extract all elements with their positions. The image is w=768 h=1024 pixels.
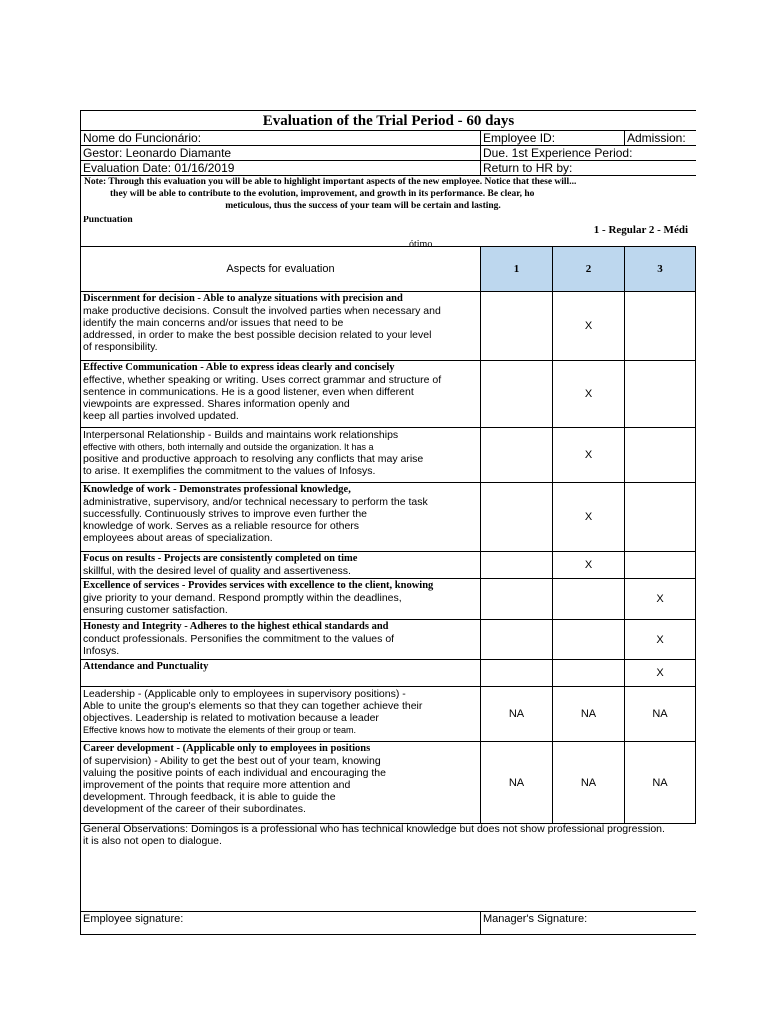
aspect-description-line: valuing the positive points of each individual and encouraging the bbox=[83, 767, 386, 779]
score-cell-3 bbox=[624, 428, 696, 483]
aspect-description-line: knowledge of work. Serves as a reliable resource for others bbox=[83, 520, 360, 532]
score-cell-3: X bbox=[624, 660, 696, 687]
note-line-1: Note: Through this evaluation you will be able to highlight important aspects of the new employee. Notice that these will... bbox=[84, 177, 577, 187]
aspect-description-line: identify the main concerns and/or issues that need to be bbox=[83, 317, 344, 329]
aspect-description-line: sentence in communications. He is a good listener, even when different bbox=[83, 386, 414, 398]
score-cell-2: X bbox=[552, 552, 624, 579]
score-cell-3 bbox=[624, 361, 696, 428]
score-cell-1 bbox=[480, 552, 552, 579]
aspect-description-line: give priority to your demand. Respond promptly within the deadlines, bbox=[83, 592, 402, 604]
aspect-description-line: viewpoints are expressed. Shares information openly and bbox=[83, 398, 350, 410]
score-cell-3 bbox=[624, 552, 696, 579]
score-cell-1: NA bbox=[480, 742, 552, 824]
aspect-description-line: employees about areas of specialization. bbox=[83, 532, 273, 544]
aspect-title: Attendance and Punctuality bbox=[83, 661, 209, 672]
employee-signature-field: Employee signature: bbox=[80, 911, 480, 935]
score-cell-2 bbox=[552, 620, 624, 660]
aspect-cell bbox=[80, 579, 480, 620]
aspects-header: Aspects for evaluation bbox=[80, 247, 480, 292]
punctuation-label: Punctuation bbox=[83, 216, 133, 225]
aspect-cell bbox=[80, 428, 480, 483]
score-cell-2: X bbox=[552, 483, 624, 552]
aspect-description-line: development of the career of their subordinates. bbox=[83, 803, 306, 815]
score-cell-3: NA bbox=[624, 687, 696, 742]
score-cell-1 bbox=[480, 292, 552, 361]
aspect-description-line: development. Through feedback, it is able to guide the bbox=[83, 791, 336, 803]
score-cell-2 bbox=[552, 579, 624, 620]
aspect-description-line: effective, whether speaking or writing. Uses correct grammar and structure of bbox=[83, 374, 442, 386]
score-cell-2: X bbox=[552, 361, 624, 428]
note-line-3: meticulous, thus the success of your team will be certain and lasting. bbox=[225, 201, 501, 211]
punctuation-overflow: ótimo bbox=[409, 239, 433, 247]
note-line-2: they will be able to contribute to the evolution, improvement, and growth in its performance. Be clear, ho bbox=[110, 189, 535, 199]
aspect-description-line: Effective knows how to motivate the elements of their group or team. bbox=[83, 725, 356, 735]
score-header-3: 3 bbox=[624, 247, 696, 292]
aspect-cell bbox=[80, 483, 480, 552]
score-cell-1 bbox=[480, 361, 552, 428]
aspect-description-line: conduct professionals. Personifies the commitment to the values of bbox=[83, 633, 395, 645]
aspect-description-line: improvement of the points that require more attention and bbox=[83, 779, 351, 791]
score-cell-3 bbox=[624, 292, 696, 361]
aspect-description-line: ensuring customer satisfaction. bbox=[83, 604, 228, 616]
score-cell-2: X bbox=[552, 292, 624, 361]
score-cell-2: NA bbox=[552, 742, 624, 824]
aspect-cell bbox=[80, 742, 480, 824]
score-cell-1 bbox=[480, 428, 552, 483]
punctuation-scale: 1 - Regular 2 - Médi bbox=[593, 224, 688, 236]
observations-line-2: it is also not open to dialogue. bbox=[83, 835, 222, 847]
aspect-cell bbox=[80, 687, 480, 742]
punctuation-row bbox=[80, 216, 696, 247]
aspect-description-line: addressed, in order to make the best possible decision related to your level bbox=[83, 329, 432, 341]
aspect-description-line: effective with others, both internally and outside the organization. It has a bbox=[83, 442, 374, 452]
aspect-description-line: make productive decisions. Consult the involved parties when necessary and bbox=[83, 305, 441, 317]
observations-line-1: General Observations: Domingos is a professional who has technical knowledge but does not show professional progression. bbox=[83, 823, 665, 835]
score-cell-3: NA bbox=[624, 742, 696, 824]
general-observations bbox=[80, 823, 696, 911]
score-cell-3: X bbox=[624, 620, 696, 660]
aspect-description-line: of supervision) - Ability to get the best out of your team, knowing bbox=[83, 755, 381, 767]
aspect-description-line: successfully. Continuously strives to improve even further the bbox=[83, 508, 368, 520]
score-cell-1 bbox=[480, 660, 552, 687]
score-cell-3: X bbox=[624, 579, 696, 620]
manager-signature-field: Manager's Signature: bbox=[480, 911, 696, 935]
aspect-description-line: Able to unite the group's elements so that they can together achieve their bbox=[83, 700, 423, 712]
instructions-note bbox=[80, 176, 696, 216]
aspect-title: Discernment for decision - Able to analyze situations with precision and bbox=[83, 293, 403, 304]
aspect-title: Excellence of services - Provides services with excellence to the client, knowing bbox=[83, 580, 434, 591]
aspect-description-line: of responsibility. bbox=[83, 341, 158, 353]
aspect-cell bbox=[80, 292, 480, 361]
evaluation-date-field: Evaluation Date: 01/16/2019 bbox=[80, 160, 480, 176]
manager-field: Gestor: Leonardo Diamante bbox=[80, 145, 480, 160]
score-cell-1 bbox=[480, 620, 552, 660]
due-period-field: Due. 1st Experience Period: bbox=[480, 145, 696, 160]
score-cell-3 bbox=[624, 483, 696, 552]
aspect-cell bbox=[80, 552, 480, 579]
aspect-description-line: Infosys. bbox=[83, 645, 120, 657]
aspect-title: Effective Communication - Able to express ideas clearly and concisely bbox=[83, 362, 395, 373]
aspect-title: Interpersonal Relationship - Builds and maintains work relationships bbox=[83, 429, 399, 441]
aspect-title: Career development - (Applicable only to employees in positions bbox=[83, 743, 371, 754]
score-header-1: 1 bbox=[480, 247, 552, 292]
aspect-title: Focus on results - Projects are consistently completed on time bbox=[83, 553, 358, 564]
employee-name-field: Nome do Funcionário: bbox=[80, 130, 480, 145]
aspect-description-line: administrative, supervisory, and/or technical necessary to perform the task bbox=[83, 496, 428, 508]
aspect-description-line: keep all parties involved updated. bbox=[83, 410, 239, 422]
aspect-title: Leadership - (Applicable only to employees in supervisory positions) - bbox=[83, 688, 406, 700]
score-header-2: 2 bbox=[552, 247, 624, 292]
score-cell-1 bbox=[480, 483, 552, 552]
score-cell-2: NA bbox=[552, 687, 624, 742]
score-cell-1 bbox=[480, 579, 552, 620]
aspect-cell bbox=[80, 620, 480, 660]
aspect-title: Honesty and Integrity - Adheres to the highest ethical standards and bbox=[83, 621, 389, 632]
score-cell-2 bbox=[552, 660, 624, 687]
score-cell-1: NA bbox=[480, 687, 552, 742]
employee-id-field: Employee ID: bbox=[480, 130, 624, 145]
aspect-description-line: objectives. Leadership is related to motivation because a leader bbox=[83, 712, 379, 724]
score-cell-2: X bbox=[552, 428, 624, 483]
aspect-description-line: positive and productive approach to resolving any conflicts that may arise bbox=[83, 453, 424, 465]
aspect-description-line: skillful, with the desired level of quality and assertiveness. bbox=[83, 565, 351, 577]
aspect-title: Knowledge of work - Demonstrates professional knowledge, bbox=[83, 484, 351, 495]
aspect-cell bbox=[80, 361, 480, 428]
return-to-hr-field: Return to HR by: bbox=[480, 160, 696, 176]
aspect-description-line: to arise. It exemplifies the commitment to the values of Infosys. bbox=[83, 465, 376, 477]
form-title: Evaluation of the Trial Period - 60 days bbox=[80, 110, 696, 130]
aspect-cell bbox=[80, 660, 480, 687]
admission-field: Admission: bbox=[624, 130, 696, 145]
